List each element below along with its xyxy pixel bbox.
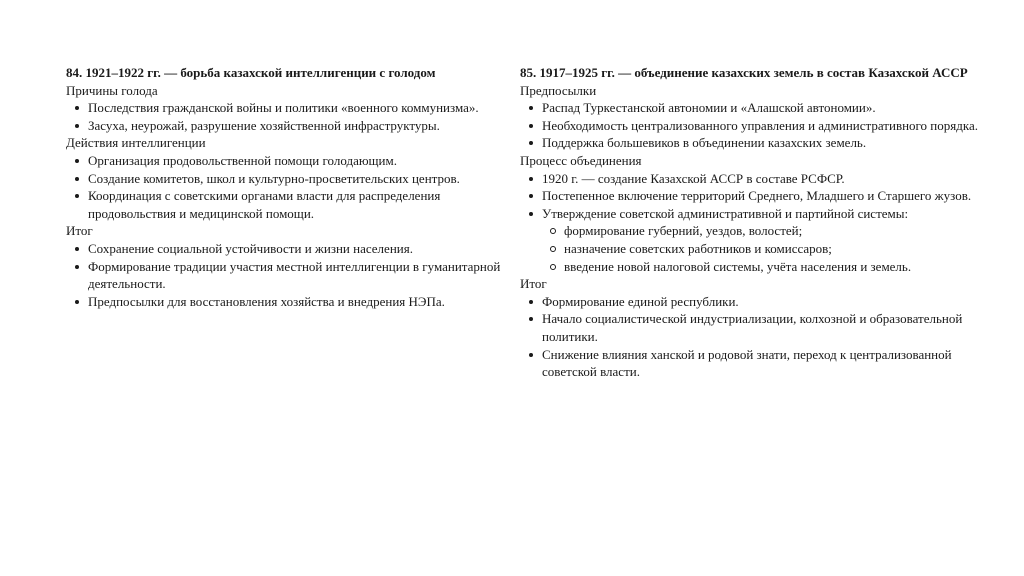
bullet-list bbox=[66, 152, 506, 222]
list-item-text: Формирование единой республики. bbox=[542, 293, 739, 309]
bullet-icon bbox=[529, 106, 533, 110]
bullet-icon bbox=[75, 265, 79, 269]
list-item bbox=[66, 170, 506, 188]
bullet-icon bbox=[529, 212, 533, 216]
sub-list-item bbox=[542, 240, 980, 258]
sub-bullet-list bbox=[542, 222, 980, 275]
column-left bbox=[66, 64, 506, 310]
bullet-icon bbox=[529, 141, 533, 145]
list-item bbox=[66, 258, 506, 293]
subsection-heading: Предпосылки bbox=[520, 82, 597, 98]
bullet-icon bbox=[75, 159, 79, 163]
list-item-text: Снижение влияния ханской и родовой знати, переход к централизованной советской власти. bbox=[542, 346, 952, 380]
list-item-text: 1920 г. — создание Казахской АССР в составе РСФСР. bbox=[542, 170, 845, 186]
bullet-icon bbox=[75, 194, 79, 198]
list-item-text: Последствия гражданской войны и политики «военного коммунизма». bbox=[88, 100, 479, 116]
list-item bbox=[520, 170, 980, 188]
sub-list-item bbox=[542, 222, 980, 240]
list-item bbox=[520, 117, 980, 135]
bullet-icon bbox=[529, 300, 533, 304]
subsection-heading: Действия интеллигенции bbox=[66, 135, 206, 151]
list-item bbox=[520, 99, 980, 117]
bullet-icon bbox=[529, 194, 533, 198]
list-item bbox=[66, 152, 506, 170]
list-item-text: Формирование традиции участия местной интеллигенции в гуманитарной деятельности. bbox=[88, 258, 501, 292]
circle-bullet-icon bbox=[550, 228, 556, 234]
sub-list-item bbox=[542, 258, 980, 276]
bullet-list bbox=[520, 293, 980, 381]
column-right bbox=[520, 64, 980, 381]
bullet-icon bbox=[529, 317, 533, 321]
sub-list-item-text: введение новой налоговой системы, учёта населения и земель. bbox=[564, 258, 912, 274]
list-item bbox=[520, 346, 980, 381]
list-item-text: Координация с советскими органами власти для распределения продовольствия и медицинской помощи. bbox=[88, 188, 441, 221]
list-item bbox=[66, 99, 506, 117]
subsection-heading: Итог bbox=[66, 223, 93, 239]
list-item bbox=[66, 240, 506, 258]
list-item-text: Засуха, неурожай, разрушение хозяйственной инфраструктуры. bbox=[88, 117, 440, 133]
bullet-icon bbox=[75, 177, 79, 181]
bullet-icon bbox=[529, 353, 533, 357]
list-item bbox=[66, 187, 506, 222]
list-item-text: Распад Туркестанской автономии и «Алашской автономии». bbox=[542, 100, 876, 116]
list-item-text: Необходимость централизованного управления и административного порядка. bbox=[542, 117, 978, 133]
list-item bbox=[66, 293, 506, 311]
bullet-list bbox=[66, 240, 506, 310]
sub-list-item-text: формирование губерний, уездов, волостей; bbox=[564, 223, 803, 239]
list-item bbox=[520, 293, 980, 311]
subsection-heading: Причины голода bbox=[66, 82, 158, 98]
bullet-icon bbox=[529, 124, 533, 128]
bullet-icon bbox=[529, 177, 533, 181]
circle-bullet-icon bbox=[550, 264, 556, 270]
circle-bullet-icon bbox=[550, 246, 556, 252]
list-item-text: Утверждение советской административной и партийной системы: bbox=[542, 205, 909, 221]
list-item-text: Постепенное включение территорий Среднего, Младшего и Старшего жузов. bbox=[542, 188, 972, 204]
list-item bbox=[520, 310, 980, 345]
list-item bbox=[520, 205, 980, 275]
bullet-icon bbox=[75, 300, 79, 304]
list-item bbox=[520, 134, 980, 152]
section-title: 84. 1921–1922 гг. — борьба казахской интеллигенции с голодом bbox=[66, 65, 436, 80]
list-item bbox=[520, 187, 980, 205]
bullet-icon bbox=[75, 247, 79, 251]
subsection-heading: Итог bbox=[520, 276, 547, 292]
list-item-text: Организация продовольственной помощи голодающим. bbox=[88, 152, 397, 168]
bullet-list bbox=[520, 170, 980, 276]
list-item-text: Предпосылки для восстановления хозяйства и внедрения НЭПа. bbox=[88, 293, 445, 309]
sub-list-item-text: назначение советских работников и комиссаров; bbox=[564, 240, 832, 256]
list-item-text: Создание комитетов, школ и культурно-просветительских центров. bbox=[88, 170, 460, 186]
bullet-list bbox=[66, 99, 506, 134]
bullet-icon bbox=[75, 124, 79, 128]
list-item-text: Начало социалистической индустриализации, колхозной и образовательной политики. bbox=[542, 311, 963, 344]
bullet-list bbox=[520, 99, 980, 152]
list-item-text: Поддержка большевиков в объединении казахских земель. bbox=[542, 135, 867, 151]
bullet-icon bbox=[75, 106, 79, 110]
subsection-heading: Процесс объединения bbox=[520, 152, 642, 168]
list-item-text: Сохранение социальной устойчивости и жизни населения. bbox=[88, 240, 413, 256]
list-item bbox=[66, 117, 506, 135]
section-title: 85. 1917–1925 гг. — объединение казахских земель в состав Казахской АССР bbox=[520, 65, 968, 80]
